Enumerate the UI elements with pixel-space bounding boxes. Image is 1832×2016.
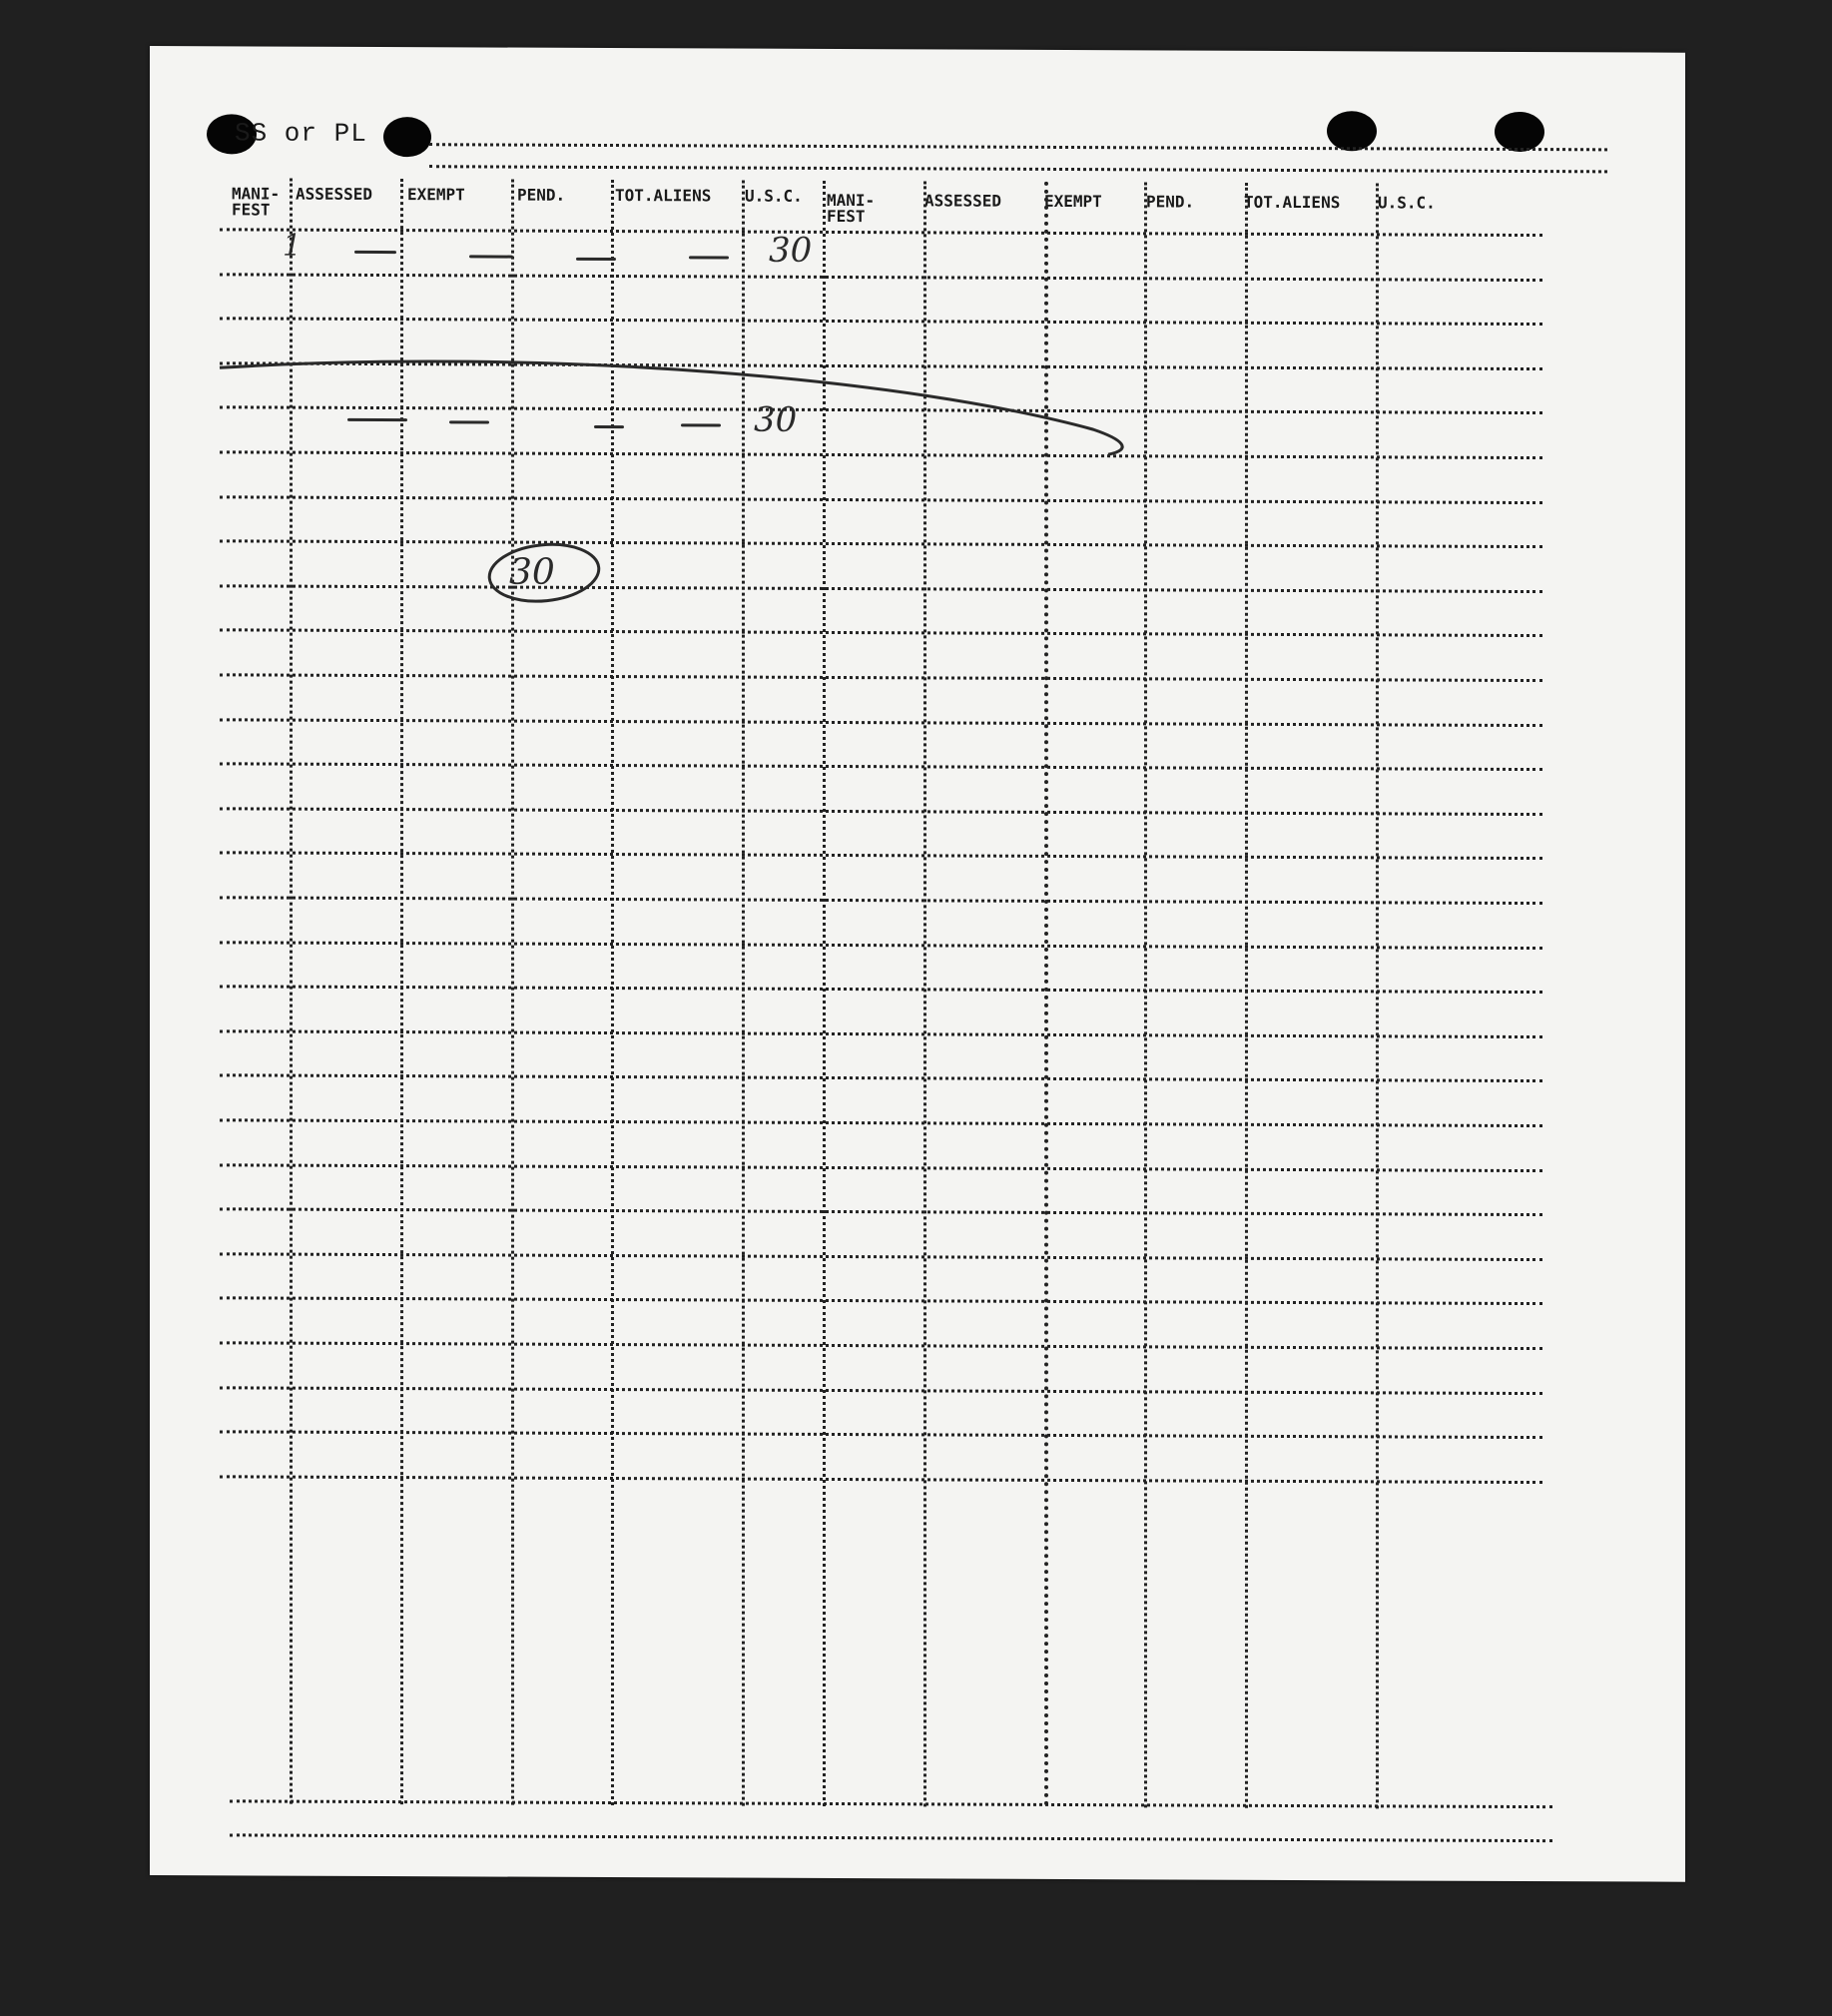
- handwritten-circled-total: 30: [509, 551, 555, 593]
- column-header-right-2: EXEMPT: [1044, 191, 1102, 212]
- column-header-left-4: TOT.ALIENS: [615, 186, 712, 206]
- column-header-left-0: MANI- FEST: [232, 184, 281, 220]
- handwritten-manifest-1: 1: [283, 228, 303, 264]
- column-header-left-1: ASSESSED: [296, 184, 373, 204]
- handwritten-usc-2: 30: [754, 399, 798, 440]
- handwritten-usc-1: 30: [769, 230, 813, 271]
- column-header-right-5: U.S.C.: [1378, 193, 1436, 213]
- column-header-right-0: MANI- FEST: [827, 190, 876, 227]
- column-header-right-1: ASSESSED: [924, 191, 1002, 211]
- form-page: [150, 46, 1685, 1882]
- column-header-left-5: U.S.C.: [745, 186, 803, 206]
- column-header-right-3: PEND.: [1146, 192, 1195, 212]
- handwritten-strokes: [150, 46, 1685, 1882]
- column-header-left-2: EXEMPT: [407, 185, 465, 205]
- vessel-label: SS or PL: [235, 118, 367, 149]
- column-header-left-3: PEND.: [517, 185, 566, 205]
- column-header-right-4: TOT.ALIENS: [1244, 192, 1341, 213]
